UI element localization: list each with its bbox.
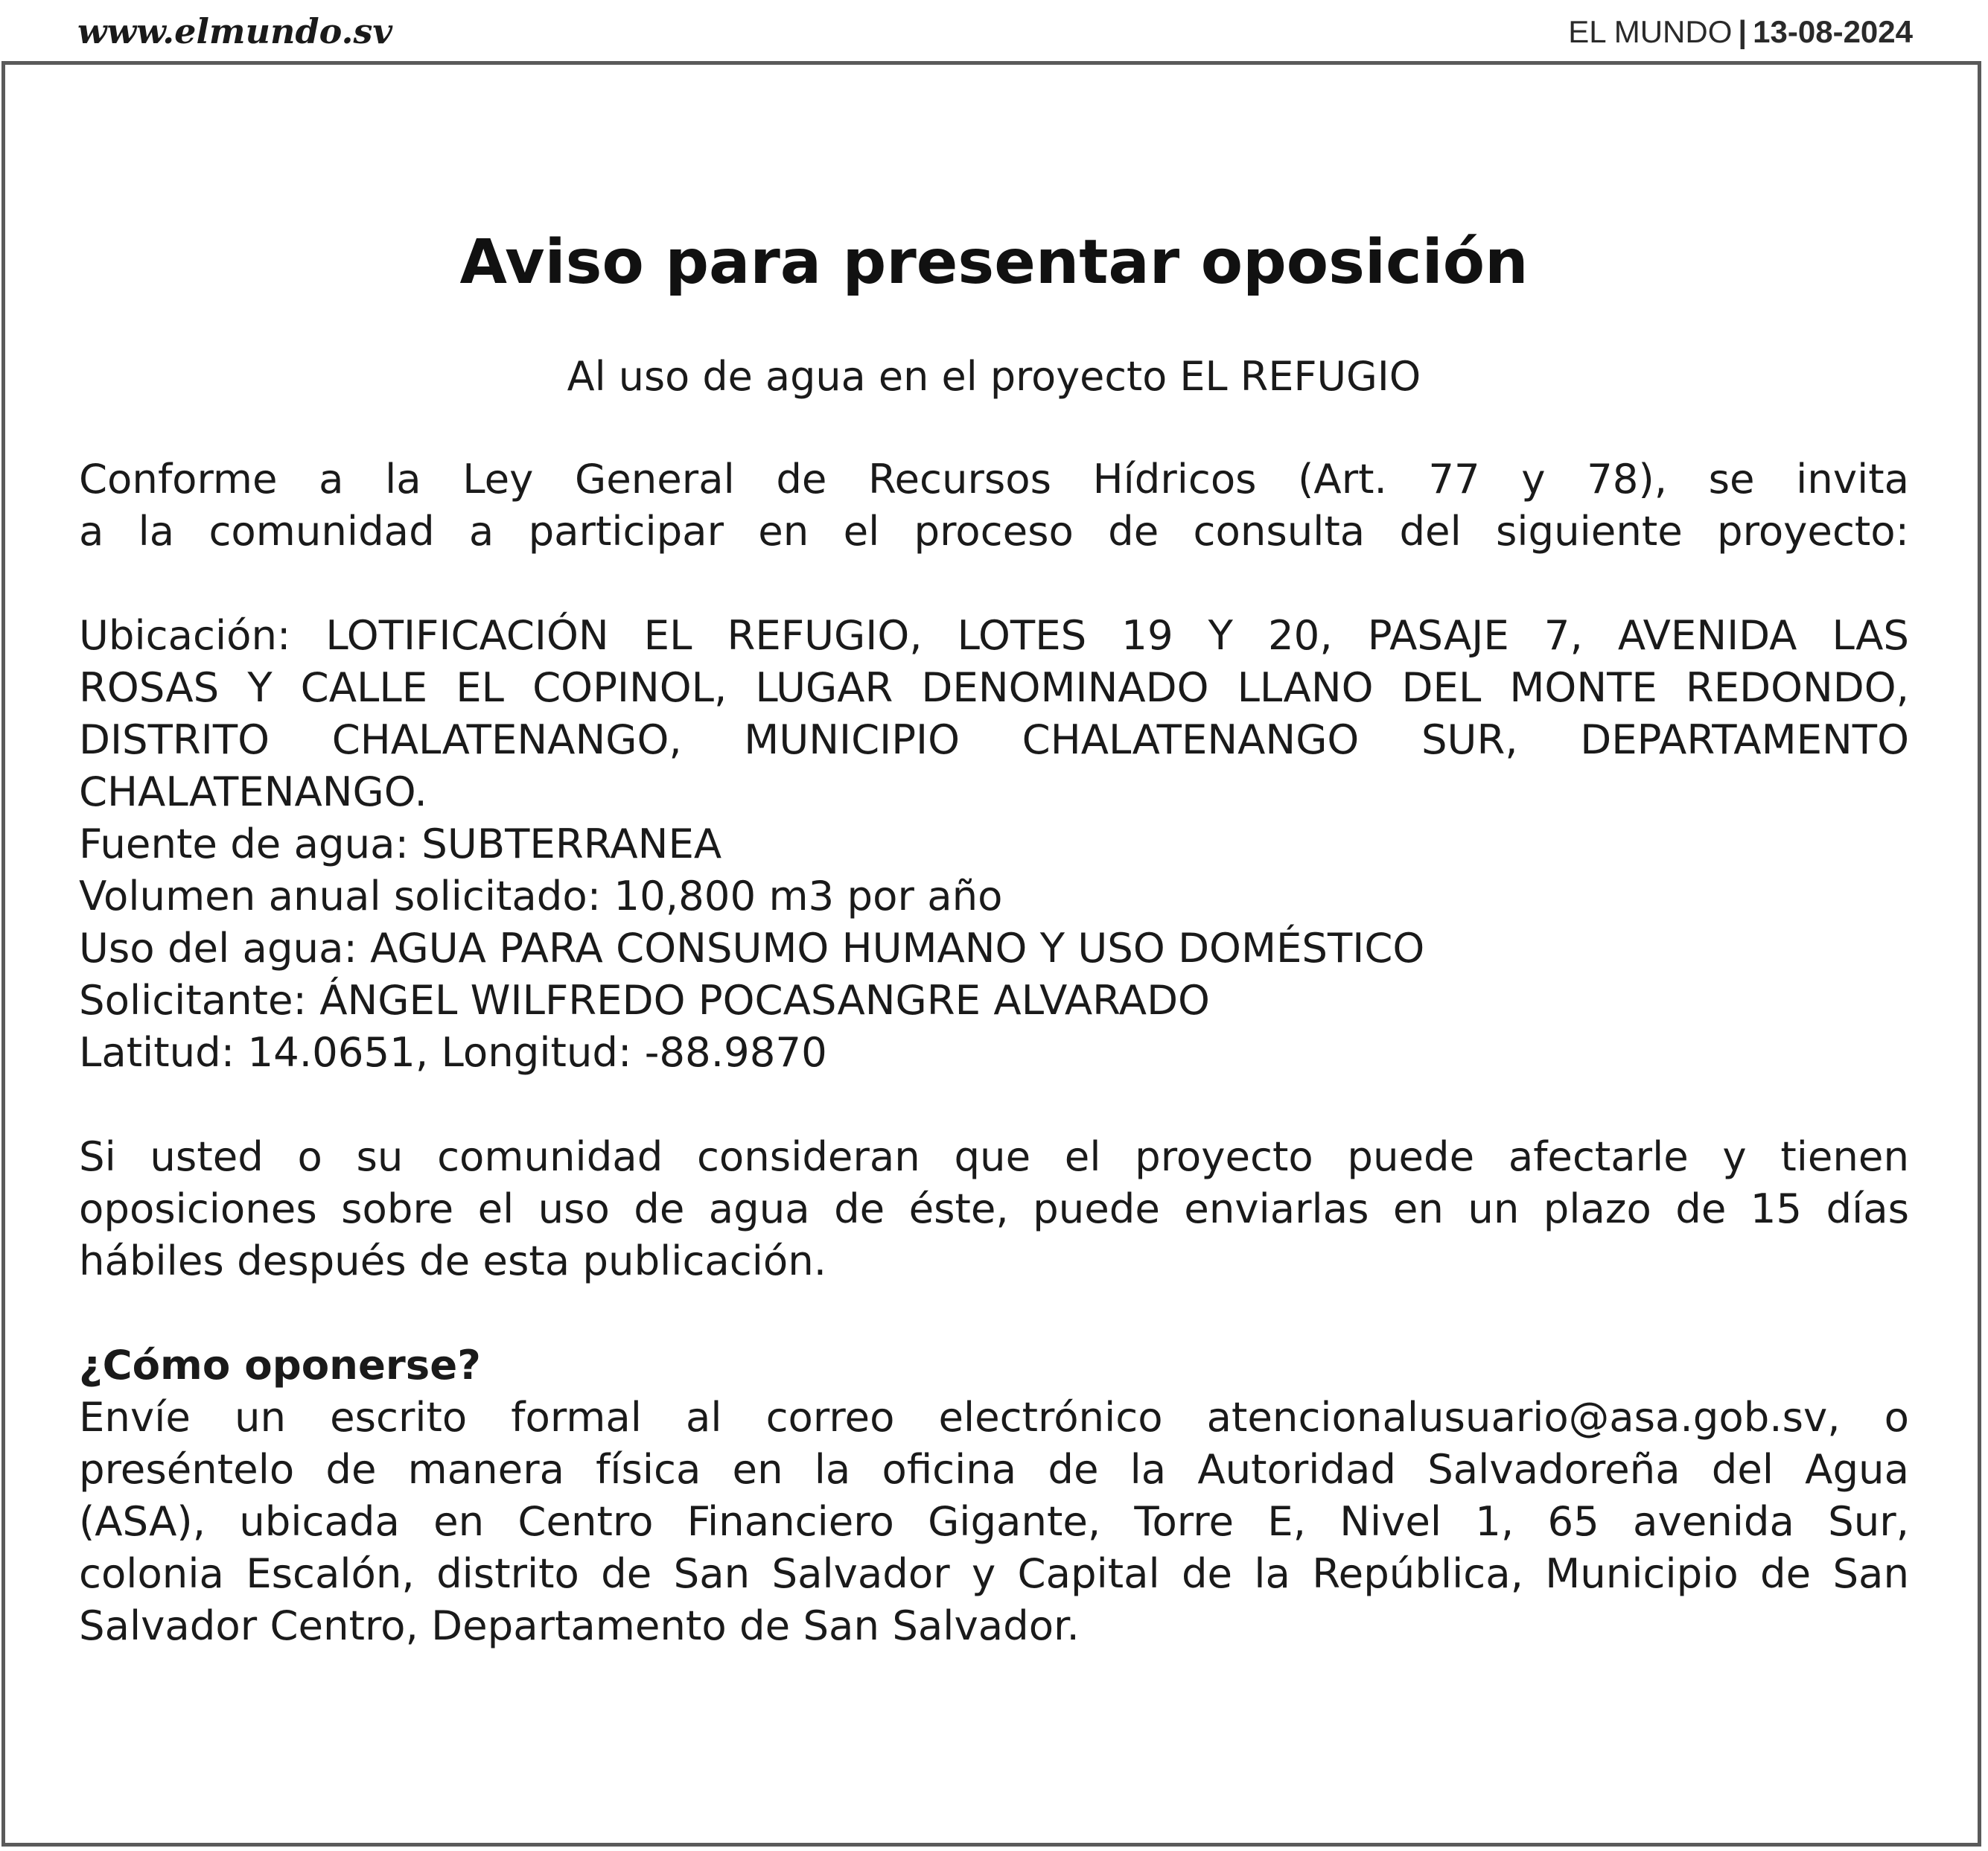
water-use: Uso del agua: AGUA PARA CONSUMO HUMANO Y USO DOMÉSTICO — [79, 924, 1425, 972]
water-source: Fuente de agua: SUBTERRANEA — [79, 820, 722, 867]
deadline-line: Si usted o su comunidad consideran que el proyecto puede afectarle y tienen — [79, 1132, 1909, 1180]
notice-title: Aviso para presentar oposición — [459, 227, 1529, 298]
location-line: CHALATENANGO. — [79, 768, 427, 815]
spacer — [79, 1287, 1909, 1339]
applicant: Solicitante: ÁNGEL WILFREDO POCASANGRE ALVARADO — [79, 976, 1210, 1024]
spacer — [79, 1078, 1909, 1130]
how-to-oppose-line: Salvador Centro, Departamento de San Salvador. — [79, 1602, 1080, 1649]
how-to-oppose-heading: ¿Cómo oponerse? — [79, 1341, 481, 1389]
intro-line: Conforme a la Ley General de Recursos Hídricos (Art. 77 y 78), se invita — [79, 455, 1909, 503]
location-line: DISTRITO CHALATENANGO, MUNICIPIO CHALATENANGO SUR, DEPARTAMENTO — [79, 716, 1909, 763]
deadline-line: hábiles después de esta publicación. — [79, 1237, 827, 1284]
annual-volume: Volumen anual solicitado: 10,800 m3 por año — [79, 872, 1003, 920]
location-line: Ubicación: LOTIFICACIÓN EL REFUGIO, LOTES 19 Y 20, PASAJE 7, AVENIDA LAS — [79, 611, 1909, 659]
publication-info — [1568, 12, 1913, 52]
deadline-line: oposiciones sobre el uso de agua de éste, puede enviarlas en un plazo de 15 días — [79, 1185, 1909, 1232]
publication-date: 13-08-2024 — [1753, 14, 1913, 49]
coordinates: Latitud: 14.0651, Longitud: -88.9870 — [79, 1028, 827, 1076]
how-to-oppose-line: colonia Escalón, distrito de San Salvador y Capital de la República, Municipio de San — [79, 1549, 1909, 1597]
how-to-oppose-line: preséntelo de manera física en la oficina de la Autoridad Salvadoreña del Agua — [79, 1445, 1909, 1493]
notice-body — [79, 453, 1909, 1651]
intro-line: a la comunidad a participar en el proceso de consulta del siguiente proyecto: — [79, 507, 1909, 555]
notice-subtitle: Al uso de agua en el proyecto EL REFUGIO — [567, 353, 1421, 400]
spacer — [79, 557, 1909, 609]
how-to-oppose-line: (ASA), ubicada en Centro Financiero Gigante, Torre E, Nivel 1, 65 avenida Sur, — [79, 1497, 1909, 1545]
site-url: www.elmundo.sv — [77, 11, 393, 51]
header-separator: | — [1738, 14, 1748, 49]
how-to-oppose-line: Envíe un escrito formal al correo electrónico atencionalusuario@asa.gob.sv, o — [79, 1393, 1909, 1441]
location-line: ROSAS Y CALLE EL COPINOL, LUGAR DENOMINADO LLANO DEL MONTE REDONDO, — [79, 663, 1909, 711]
publication-name: EL MUNDO — [1568, 14, 1733, 49]
